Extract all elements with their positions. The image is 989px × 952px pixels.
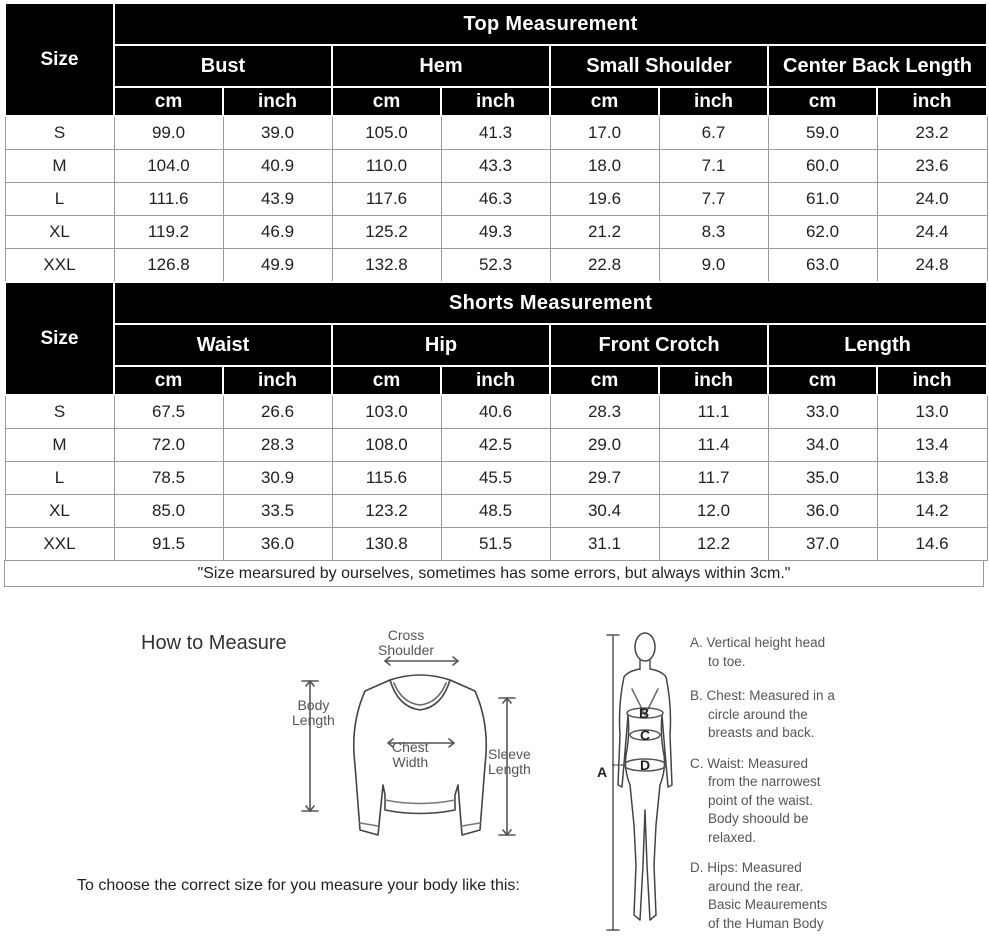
unit-header: inch xyxy=(223,87,332,116)
value-cell: 30.9 xyxy=(223,461,332,494)
value-cell: 34.0 xyxy=(768,428,877,461)
value-cell: 91.5 xyxy=(114,527,223,560)
table-title: Top Measurement xyxy=(114,3,987,45)
value-cell: 43.9 xyxy=(223,182,332,215)
value-cell: 29.7 xyxy=(550,461,659,494)
column-group-header: Bust xyxy=(114,45,332,87)
value-cell: 37.0 xyxy=(768,527,877,560)
unit-header: cm xyxy=(768,366,877,395)
value-cell: 43.3 xyxy=(441,149,550,182)
table-row xyxy=(5,215,987,248)
value-cell: 85.0 xyxy=(114,494,223,527)
value-cell: 78.5 xyxy=(114,461,223,494)
table-row xyxy=(5,248,987,281)
legend-line: D. Hips: Measured xyxy=(690,860,802,875)
value-cell: 117.6 xyxy=(332,182,441,215)
value-cell: 30.4 xyxy=(550,494,659,527)
value-cell: 72.0 xyxy=(114,428,223,461)
figure-letter-a: A xyxy=(597,764,608,780)
table-row xyxy=(5,461,987,494)
value-cell: 99.0 xyxy=(114,116,223,149)
legend-line: of the Human Body xyxy=(708,915,824,931)
value-cell: 119.2 xyxy=(114,215,223,248)
column-group-header: Small Shoulder xyxy=(550,45,768,87)
legend-line: breasts and back. xyxy=(708,725,815,740)
table-row xyxy=(5,182,987,215)
value-cell: 45.5 xyxy=(441,461,550,494)
unit-header: inch xyxy=(659,87,768,116)
value-cell: 130.8 xyxy=(332,527,441,560)
legend-line: around the rear. xyxy=(708,878,804,894)
value-cell: 40.9 xyxy=(223,149,332,182)
value-cell: 21.2 xyxy=(550,215,659,248)
figure-letter-d: D xyxy=(640,757,651,773)
value-cell: 48.5 xyxy=(441,494,550,527)
value-cell: 24.0 xyxy=(877,182,987,215)
value-cell: 42.5 xyxy=(441,428,550,461)
value-cell: 52.3 xyxy=(441,248,550,281)
value-cell: 126.8 xyxy=(114,248,223,281)
size-header: Size xyxy=(5,282,114,395)
legend-line: point of the waist. xyxy=(708,792,814,808)
size-cell: M xyxy=(5,149,114,182)
value-cell: 14.2 xyxy=(877,494,987,527)
value-cell: 24.4 xyxy=(877,215,987,248)
sweater-diagram-icon xyxy=(290,625,560,845)
value-cell: 28.3 xyxy=(223,428,332,461)
value-cell: 33.5 xyxy=(223,494,332,527)
size-cell: XL xyxy=(5,215,114,248)
sleeve-length-label xyxy=(488,747,531,777)
value-cell: 11.4 xyxy=(659,428,768,461)
legend-line: relaxed. xyxy=(708,829,757,845)
size-cell: XXL xyxy=(5,248,114,281)
unit-header: cm xyxy=(332,366,441,395)
legend-line: Basic Meaurements xyxy=(708,897,828,912)
table-title: Shorts Measurement xyxy=(114,282,987,324)
unit-header: cm xyxy=(550,87,659,116)
value-cell: 51.5 xyxy=(441,527,550,560)
legend-line: circle around the xyxy=(708,706,808,722)
value-cell: 9.0 xyxy=(659,248,768,281)
figure-letter-c: C xyxy=(640,727,651,743)
size-cell: XL xyxy=(5,494,114,527)
value-cell: 23.6 xyxy=(877,149,987,182)
unit-header: inch xyxy=(877,366,987,395)
body-length-label-line: Length xyxy=(292,712,335,728)
legend-item xyxy=(690,634,870,671)
value-cell: 19.6 xyxy=(550,182,659,215)
value-cell: 17.0 xyxy=(550,116,659,149)
value-cell: 36.0 xyxy=(223,527,332,560)
value-cell: 12.2 xyxy=(659,527,768,560)
value-cell: 67.5 xyxy=(114,395,223,428)
value-cell: 26.6 xyxy=(223,395,332,428)
how-to-measure-title: How to Measure xyxy=(141,632,287,654)
legend-line: A. Vertical height head xyxy=(690,635,826,650)
value-cell: 41.3 xyxy=(441,116,550,149)
legend-line: to toe. xyxy=(708,653,746,669)
value-cell: 7.7 xyxy=(659,182,768,215)
value-cell: 62.0 xyxy=(768,215,877,248)
unit-header: inch xyxy=(659,366,768,395)
top-measurement-table xyxy=(4,2,988,282)
size-cell: S xyxy=(5,116,114,149)
chest-width-label xyxy=(392,740,429,770)
unit-header: cm xyxy=(114,87,223,116)
value-cell: 13.0 xyxy=(877,395,987,428)
value-cell: 6.7 xyxy=(659,116,768,149)
table-row xyxy=(5,395,987,428)
choose-size-instruction: To choose the correct size for you measure your body like this: xyxy=(77,877,520,894)
value-cell: 7.1 xyxy=(659,149,768,182)
value-cell: 46.9 xyxy=(223,215,332,248)
legend-line: Body shoould be xyxy=(708,811,809,826)
cross-shoulder-label xyxy=(378,628,434,658)
value-cell: 8.3 xyxy=(659,215,768,248)
unit-header: inch xyxy=(441,366,550,395)
column-group-header: Front Crotch xyxy=(550,324,768,366)
legend-line: from the narrowest xyxy=(708,774,821,789)
value-cell: 123.2 xyxy=(332,494,441,527)
value-cell: 104.0 xyxy=(114,149,223,182)
value-cell: 40.6 xyxy=(441,395,550,428)
sleeve-length-label-line: Length xyxy=(488,761,531,777)
legend-item xyxy=(690,755,870,848)
value-cell: 35.0 xyxy=(768,461,877,494)
value-cell: 12.0 xyxy=(659,494,768,527)
value-cell: 28.3 xyxy=(550,395,659,428)
value-cell: 13.4 xyxy=(877,428,987,461)
body-outline-icon xyxy=(598,625,688,945)
figure-letter-b: B xyxy=(639,705,650,721)
value-cell: 18.0 xyxy=(550,149,659,182)
value-cell: 39.0 xyxy=(223,116,332,149)
value-cell: 60.0 xyxy=(768,149,877,182)
value-cell: 115.6 xyxy=(332,461,441,494)
value-cell: 111.6 xyxy=(114,182,223,215)
value-cell: 31.1 xyxy=(550,527,659,560)
column-group-header: Length xyxy=(768,324,987,366)
unit-header-row xyxy=(5,87,987,116)
table-row xyxy=(5,494,987,527)
column-group-header: Center Back Length xyxy=(768,45,987,87)
column-group-header: Hip xyxy=(332,324,550,366)
unit-header: cm xyxy=(550,366,659,395)
legend-item xyxy=(690,859,870,933)
value-cell: 36.0 xyxy=(768,494,877,527)
value-cell: 29.0 xyxy=(550,428,659,461)
size-cell: S xyxy=(5,395,114,428)
unit-header-row xyxy=(5,366,987,395)
value-cell: 105.0 xyxy=(332,116,441,149)
sleeve-length-label-line: Sleeve xyxy=(488,746,531,762)
value-cell: 11.1 xyxy=(659,395,768,428)
chest-width-label-line: Chest xyxy=(392,739,429,755)
legend-line: C. Waist: Measured xyxy=(690,755,809,771)
cross-shoulder-label-line: Shoulder xyxy=(378,642,435,658)
shorts-measurement-table xyxy=(4,281,988,561)
unit-header: cm xyxy=(768,87,877,116)
measurement-legend xyxy=(690,634,870,939)
value-cell: 49.3 xyxy=(441,215,550,248)
size-cell: L xyxy=(5,461,114,494)
measurement-note: "Size mearsured by ourselves, sometimes has some errors, but always within 3cm." xyxy=(4,560,984,587)
value-cell: 11.7 xyxy=(659,461,768,494)
value-cell: 13.8 xyxy=(877,461,987,494)
unit-header: cm xyxy=(332,87,441,116)
table-row xyxy=(5,116,987,149)
value-cell: 125.2 xyxy=(332,215,441,248)
column-group-header: Hem xyxy=(332,45,550,87)
value-cell: 108.0 xyxy=(332,428,441,461)
value-cell: 14.6 xyxy=(877,527,987,560)
unit-header: inch xyxy=(441,87,550,116)
size-cell: M xyxy=(5,428,114,461)
unit-header: inch xyxy=(877,87,987,116)
unit-header: cm xyxy=(114,366,223,395)
value-cell: 33.0 xyxy=(768,395,877,428)
body-length-label-line: Body xyxy=(297,697,330,713)
value-cell: 63.0 xyxy=(768,248,877,281)
value-cell: 22.8 xyxy=(550,248,659,281)
unit-header: inch xyxy=(223,366,332,395)
size-header: Size xyxy=(5,3,114,116)
table-row xyxy=(5,149,987,182)
table-row xyxy=(5,527,987,560)
body-length-label xyxy=(292,698,335,728)
legend-item xyxy=(690,687,870,743)
size-cell: XXL xyxy=(5,527,114,560)
value-cell: 24.8 xyxy=(877,248,987,281)
value-cell: 132.8 xyxy=(332,248,441,281)
value-cell: 59.0 xyxy=(768,116,877,149)
value-cell: 23.2 xyxy=(877,116,987,149)
table-row xyxy=(5,428,987,461)
value-cell: 46.3 xyxy=(441,182,550,215)
column-group-header: Waist xyxy=(114,324,332,366)
legend-line: B. Chest: Measured in a xyxy=(690,688,835,703)
value-cell: 61.0 xyxy=(768,182,877,215)
value-cell: 103.0 xyxy=(332,395,441,428)
value-cell: 110.0 xyxy=(332,149,441,182)
value-cell: 49.9 xyxy=(223,248,332,281)
chest-width-label-line: Width xyxy=(392,754,429,770)
size-cell: L xyxy=(5,182,114,215)
cross-shoulder-label-line: Cross xyxy=(387,627,425,643)
